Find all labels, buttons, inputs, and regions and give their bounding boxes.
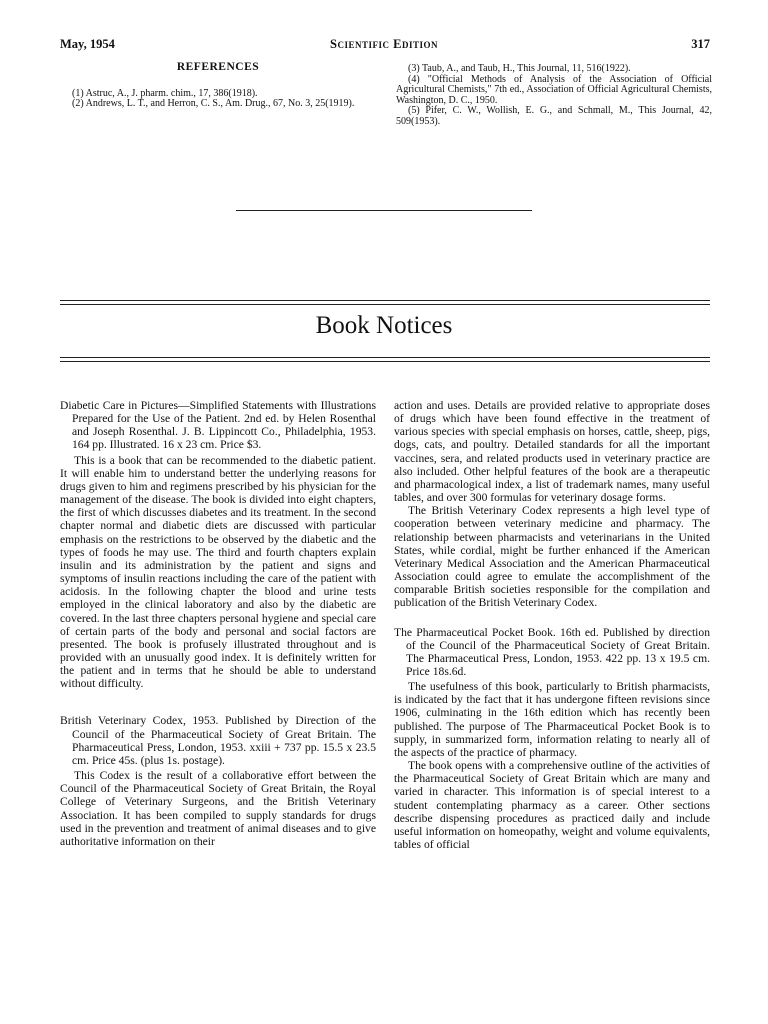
page-number: 317 <box>691 37 710 51</box>
references-right-column <box>396 64 712 128</box>
book-entry-body: This is a book that can be recommended to the diabetic patient. It will enable him to understand better the underlying reasons for drugs given to him and regimens prescribed by his physician for the management of the disease. The book is divided into eight chapters, the first of which discusses diabetes and its treatment. In the second chapter normal and diabetic diets are discussed with particular emphasis on the restrictions to be observed by the diabetic and the types of foods he may use. The third and fourth chapters explain insulin and its administration by the patient and signs and symptoms of insulin reactions including the care of the patient with acidosis. In the following chapter the blood and urine tests employed in the clinical laboratory and also by the diabetic are covered. In the last three chapters personal hygiene and special care of certain parts of the body and personal and social factors are presented. The book is profusely illustrated throughout and is provided with an unusually good index. It is definitely written for the patient and in terms that he should be able to understand without difficulty. <box>60 453 376 691</box>
reference-item: (4) "Official Methods of Analysis of the Association of Official Agricultural Chemists," 7th ed., Association of Official Agricultural Chemists, Washington, D. C., 1950. <box>396 73 712 106</box>
section-divider-rule <box>236 210 532 211</box>
title-band-bottom-rule <box>60 357 710 362</box>
reference-item: (5) Pifer, C. W., Wollish, E. G., and Schmall, M., This Journal, 42, 509(1953). <box>396 105 712 127</box>
book-entry-body: This Codex is the result of a collaborative effort between the Council of the Pharmaceutical Society of Great Britain, the Royal College of Veterinary Surgeons, and the British Veterinary Association. It has been compiled to supply standards for drugs used in the prevention and treatment of animal diseases and to give authoritative information on their <box>60 769 376 848</box>
references-left-column <box>60 62 376 110</box>
book-entry-body: action and uses. Details are provided relative to appropriate doses of drugs which have been found effective in the treatment of various species with special emphasis on horses, cattle, sheep, pigs, dogs, cats, and poultry. Detailed standards for all the important vaccines, sera, and related products used in veterinary practice are also included. Other helpful features of the book are a therapeutic and pharmacological index, a list of trademark names, many useful tables, and over 300 formulas for veterinary dosage forms. <box>394 399 710 505</box>
book-entry-heading: British Veterinary Codex, 1953. Published by Direction of the Council of the Pharmaceutical Society of Great Britain. The Pharmaceutical Press, London, 1953. xxiii + 737 pp. 15.5 x 23.5 cm. Price 45s. (plus 1s. postage). <box>60 714 376 767</box>
book-entry-heading: Diabetic Care in Pictures—Simplified Statements with Illustrations Prepared for the Use of the Patient. 2nd ed. by Helen Rosenthal and Joseph Rosenthal. J. B. Lippincott Co., Philadelphia, 1953. 164 pp. Illustrated. 16 x 23 cm. Price $3. <box>60 399 376 452</box>
running-head-journal: Scientific Edition <box>330 37 438 51</box>
book-entry-body: The usefulness of this book, particularly to British pharmacists, is indicated by the fact that it has undergone fifteen revisions since 1906, culminating in the 16th edition which has recently been published. The purpose of The Pharmaceutical Pocket Book is to supply, in summarized form, information relating to nearly all of the aspects of the practice of pharmacy. <box>394 680 710 759</box>
title-band-top-rule <box>60 300 710 305</box>
right-text-column <box>394 399 710 851</box>
running-head-date: May, 1954 <box>60 37 115 51</box>
references-heading: REFERENCES <box>176 61 260 73</box>
reference-item: (2) Andrews, L. T., and Herron, C. S., Am. Drug., 67, No. 3, 25(1919). <box>72 98 355 110</box>
reference-item: (3) Taub, A., and Taub, H., This Journal, 11, 516(1922). <box>408 63 631 74</box>
book-entry-body: The book opens with a comprehensive outline of the activities of the Pharmaceutical Society of Great Britain which are many and varied in character. This information is of special interest to a student contemplating pharmacy as a career. Other sections describe dispensing procedures as practiced daily and include useful information on homeopathy, weight and volume equivalents, tables of official <box>394 759 710 851</box>
book-entry-body: The British Veterinary Codex represents a high level type of cooperation between veterinary medicine and pharmacy. The relationship between pharmacists and veterinarians in the United States, while cordial, might be further enhanced if the American Veterinary Medical Association and the American Pharmaceutical Association could agree to emulate the accomplishment of the comparable British societies responsible for the compilation and publication of the British Veterinary Codex. <box>394 504 710 610</box>
reference-item: (1) Astruc, A., J. pharm. chim., 17, 386(1918). <box>72 87 258 99</box>
left-text-column <box>60 399 376 848</box>
book-entry-heading: The Pharmaceutical Pocket Book. 16th ed. Published by direction of the Council of the Pharmaceutical Society of Great Britain. The Pharmaceutical Press, London, 1953. 422 pp. 13 x 19.5 cm. Price 18s.6d. <box>394 625 710 678</box>
section-title: Book Notices <box>315 312 453 339</box>
